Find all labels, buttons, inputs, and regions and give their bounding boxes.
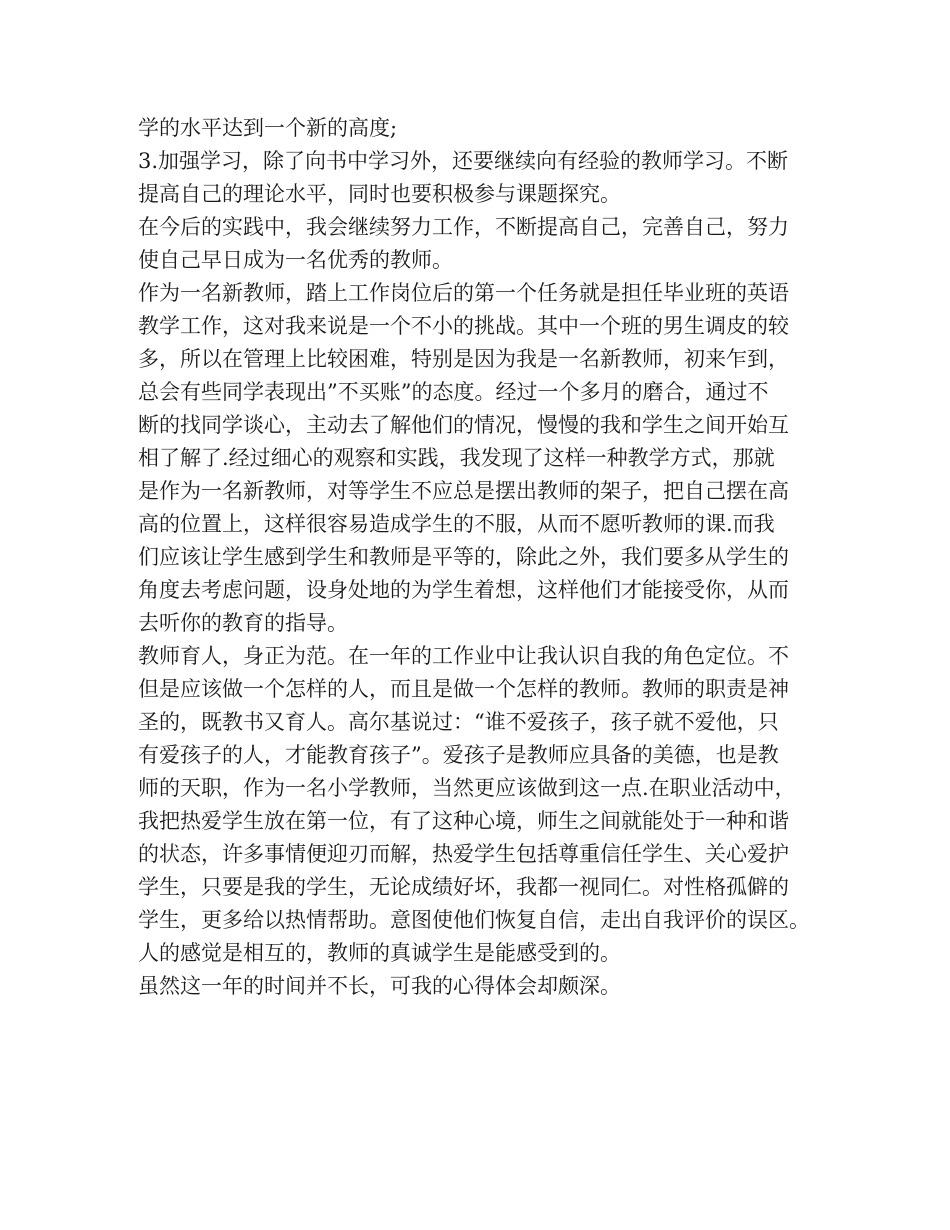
text-line: 在今后的实践中，我会继续努力工作，不断提高自己，完善自己，努力 <box>138 215 789 239</box>
text-line: 总会有些同学表现出”不买账”的态度。经过一个多月的磨合，通过不 <box>138 380 769 404</box>
text-line: 断的找同学谈心，主动去了解他们的情况，慢慢的我和学生之间开始互 <box>138 413 789 437</box>
text-line: 角度去考虑问题，设身处地的为学生着想，这样他们才能接受你，从而 <box>138 578 789 602</box>
text-line: 们应该让学生感到学生和教师是平等的，除此之外，我们要多从学生的 <box>138 545 789 569</box>
text-line: 圣的，既教书又育人。高尔基说过：“谁不爱孩子，孩子就不爱他，只 <box>138 710 779 734</box>
text-line: 是作为一名新教师，对等学生不应总是摆出教师的架子，把自己摆在高 <box>138 479 789 503</box>
text-line: 师的天职，作为一名小学教师，当然更应该做到这一点.在职业活动中， <box>138 776 796 800</box>
text-line: 教师育人，身正为范。在一年的工作业中让我认识自我的角色定位。不 <box>138 644 789 668</box>
text-line: 相了解了.经过细心的观察和实践，我发现了这样一种教学方式，那就 <box>138 446 775 470</box>
text-line: 多，所以在管理上比较困难，特别是因为我是一名新教师，初来乍到， <box>138 347 789 371</box>
text-line: 人的感觉是相互的，教师的真诚学生是能感受到的。 <box>138 941 621 965</box>
text-line: 提高自己的理论水平，同时也要积极参与课题探究。 <box>138 182 621 206</box>
text-line: 高的位置上，这样很容易造成学生的不服，从而不愿听教师的课.而我 <box>138 512 775 536</box>
text-line: 作为一名新教师，踏上工作岗位后的第一个任务就是担任毕业班的英语 <box>138 281 789 305</box>
text-line: 教学工作，这对我来说是一个不小的挑战。其中一个班的男生调皮的较 <box>138 314 789 338</box>
text-line: 虽然这一年的时间并不长，可我的心得体会却颇深。 <box>138 974 621 998</box>
text-line: 学的水平达到一个新的高度; <box>138 116 398 140</box>
text-line: 学生，只要是我的学生，无论成绩好坏，我都一视同仁。对性格孤僻的 <box>138 875 789 899</box>
text-line: 但是应该做一个怎样的人，而且是做一个怎样的教师。教师的职责是神 <box>138 677 789 701</box>
document-body <box>138 112 838 1003</box>
text-line: 的状态，许多事情便迎刃而解，热爱学生包括尊重信任学生、关心爱护 <box>138 842 789 866</box>
text-line: 3.加强学习，除了向书中学习外，还要继续向有经验的教师学习。不断 <box>138 149 789 173</box>
text-line: 有爱孩子的人，才能教育孩子”。爱孩子是教师应具备的美德，也是教 <box>138 743 779 767</box>
text-line: 去听你的教育的指导。 <box>138 611 348 635</box>
text-line: 学生，更多给以热情帮助。意图使他们恢复自信，走出自我评价的误区。 <box>138 908 810 932</box>
text-line: 我把热爱学生放在第一位，有了这种心境，师生之间就能处于一种和谐 <box>138 809 789 833</box>
text-line: 使自己早日成为一名优秀的教师。 <box>138 248 453 272</box>
